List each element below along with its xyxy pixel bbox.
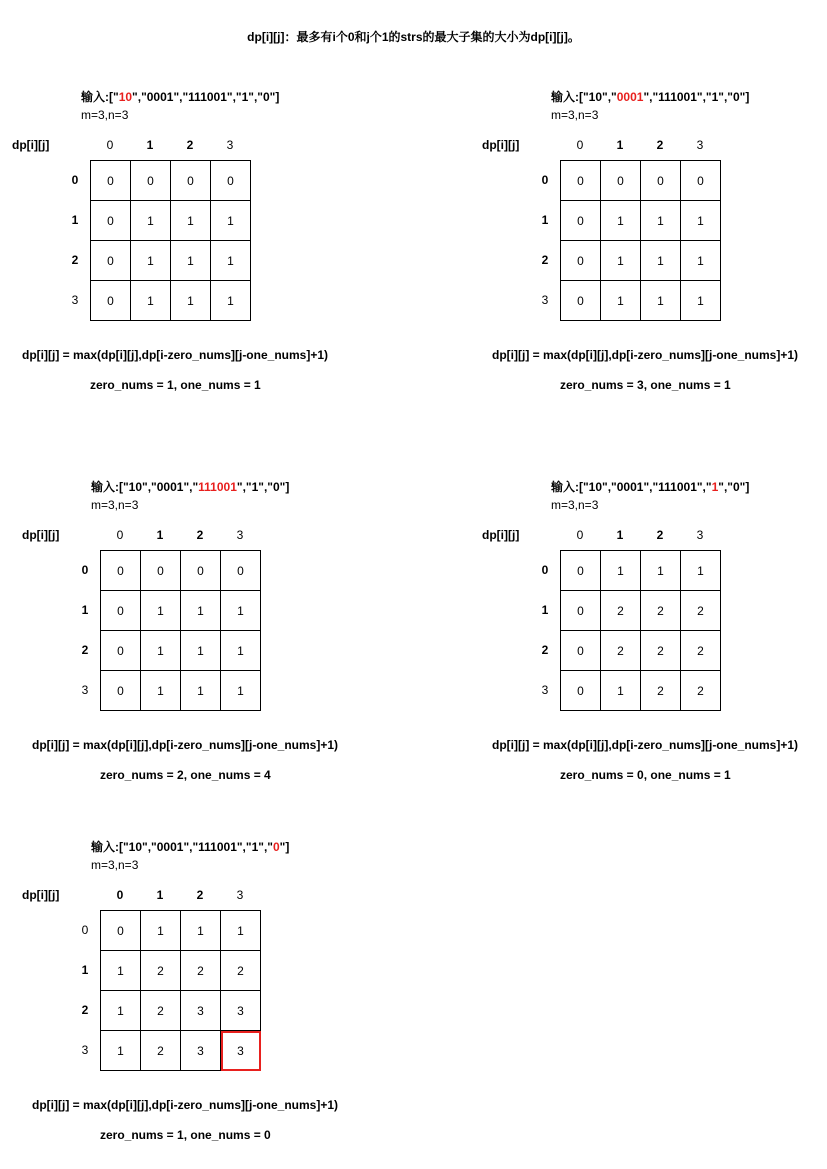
row-header-2: 2 (81, 643, 89, 657)
table-cell: 1 (101, 991, 141, 1031)
table-cell: 0 (641, 161, 681, 201)
table-cell: 0 (141, 551, 181, 591)
table-cell: 0 (601, 161, 641, 201)
table-cell: 1 (101, 1031, 141, 1071)
table-cell: 1 (211, 241, 251, 281)
input-suffix: ","111001","1","0"] (643, 90, 750, 104)
col-header-2: 2 (186, 138, 194, 152)
table-cell: 1 (181, 671, 221, 711)
table-cell: 0 (131, 161, 171, 201)
recurrence-formula: dp[i][j] = max(dp[i][j],dp[i-zero_nums][j-one_nums]+1) (32, 1098, 338, 1112)
input-line (91, 478, 289, 495)
row-header-0: 0 (81, 923, 89, 937)
table-cell: 1 (221, 631, 261, 671)
table-cell: 2 (181, 951, 221, 991)
col-header-0: 0 (106, 138, 114, 152)
table-cell: 2 (141, 1031, 181, 1071)
table-cell: 0 (561, 241, 601, 281)
table-cell: 1 (221, 671, 261, 711)
input-prefix: 输入:["10","0001","111001"," (551, 480, 712, 494)
col-header-0: 0 (116, 888, 124, 902)
row-header-2: 2 (71, 253, 79, 267)
col-header-2: 2 (656, 528, 664, 542)
mn-values: m=3,n=3 (81, 108, 129, 122)
recurrence-formula: dp[i][j] = max(dp[i][j],dp[i-zero_nums][j-one_nums]+1) (22, 348, 328, 362)
table-cell: 0 (561, 281, 601, 321)
col-header-3: 3 (236, 888, 244, 902)
col-header-1: 1 (616, 138, 624, 152)
table-cell: 0 (561, 591, 601, 631)
table-cell: 0 (101, 671, 141, 711)
table-cell: 1 (171, 201, 211, 241)
table-cell: 1 (641, 241, 681, 281)
input-line (91, 838, 289, 855)
table-cell: 1 (681, 551, 721, 591)
dp-table (100, 550, 261, 711)
table-cell: 0 (561, 631, 601, 671)
table-cell: 1 (221, 911, 261, 951)
col-header-0: 0 (116, 528, 124, 542)
table-cell: 3 (221, 991, 261, 1031)
row-header-1: 1 (81, 963, 89, 977)
recurrence-formula: dp[i][j] = max(dp[i][j],dp[i-zero_nums][j-one_nums]+1) (492, 348, 798, 362)
table-cell: 2 (141, 991, 181, 1031)
table-cell: 0 (171, 161, 211, 201)
zero-one-counts: zero_nums = 2, one_nums = 4 (100, 768, 271, 782)
zero-one-counts: zero_nums = 1, one_nums = 1 (90, 378, 261, 392)
row-header-3: 3 (81, 1043, 89, 1057)
col-header-1: 1 (156, 888, 164, 902)
row-header-1: 1 (541, 603, 549, 617)
table-cell: 1 (601, 201, 641, 241)
table-cell: 0 (91, 241, 131, 281)
zero-one-counts: zero_nums = 3, one_nums = 1 (560, 378, 731, 392)
table-cell: 1 (141, 591, 181, 631)
dp-label: dp[i][j] (22, 888, 60, 902)
input-suffix: ","0"] (718, 480, 750, 494)
table-cell: 2 (141, 951, 181, 991)
table-cell: 1 (141, 911, 181, 951)
input-line (551, 88, 749, 105)
table-cell: 1 (141, 671, 181, 711)
input-line (551, 478, 749, 495)
dp-table (100, 910, 261, 1071)
highlighted-cell: 3 (221, 1031, 261, 1071)
row-header-0: 0 (541, 173, 549, 187)
recurrence-formula: dp[i][j] = max(dp[i][j],dp[i-zero_nums][j-one_nums]+1) (32, 738, 338, 752)
dp-panel-2 (480, 86, 820, 406)
input-highlight: 0 (272, 840, 280, 854)
input-prefix: 输入:["10","0001","111001","1"," (91, 840, 273, 854)
table-cell: 1 (681, 201, 721, 241)
row-header-1: 1 (71, 213, 79, 227)
dp-label: dp[i][j] (482, 138, 520, 152)
row-header-0: 0 (81, 563, 89, 577)
col-header-3: 3 (696, 138, 704, 152)
table-cell: 0 (101, 551, 141, 591)
col-header-3: 3 (236, 528, 244, 542)
table-cell: 0 (561, 551, 601, 591)
dp-panel-3 (20, 476, 360, 796)
col-header-2: 2 (196, 888, 204, 902)
table-cell: 1 (641, 201, 681, 241)
table-cell: 1 (211, 201, 251, 241)
row-header-3: 3 (541, 683, 549, 697)
row-header-3: 3 (71, 293, 79, 307)
table-cell: 1 (181, 631, 221, 671)
table-cell: 0 (561, 161, 601, 201)
dp-panel-5 (20, 836, 360, 1156)
row-header-1: 1 (541, 213, 549, 227)
table-cell: 0 (91, 281, 131, 321)
zero-one-counts: zero_nums = 1, one_nums = 0 (100, 1128, 271, 1142)
table-cell: 1 (681, 241, 721, 281)
row-header-0: 0 (541, 563, 549, 577)
table-cell: 1 (131, 201, 171, 241)
table-cell: 2 (641, 631, 681, 671)
mn-values: m=3,n=3 (91, 858, 139, 872)
row-header-3: 3 (541, 293, 549, 307)
col-header-2: 2 (196, 528, 204, 542)
table-cell: 2 (641, 591, 681, 631)
mn-values: m=3,n=3 (551, 108, 599, 122)
input-highlight: 10 (118, 90, 133, 104)
col-header-1: 1 (146, 138, 154, 152)
table-cell: 0 (181, 551, 221, 591)
row-header-1: 1 (81, 603, 89, 617)
input-suffix: "] (279, 840, 290, 854)
table-cell: 1 (181, 911, 221, 951)
table-cell: 2 (681, 671, 721, 711)
col-header-3: 3 (696, 528, 704, 542)
col-header-0: 0 (576, 138, 584, 152)
table-cell: 1 (681, 281, 721, 321)
col-header-1: 1 (156, 528, 164, 542)
recurrence-formula: dp[i][j] = max(dp[i][j],dp[i-zero_nums][j-one_nums]+1) (492, 738, 798, 752)
table-cell: 0 (101, 631, 141, 671)
row-header-0: 0 (71, 173, 79, 187)
col-header-1: 1 (616, 528, 624, 542)
input-prefix: 输入:[" (81, 90, 119, 104)
table-cell: 1 (101, 951, 141, 991)
col-header-0: 0 (576, 528, 584, 542)
input-suffix: ","1","0"] (236, 480, 290, 494)
dp-table (560, 160, 721, 321)
mn-values: m=3,n=3 (91, 498, 139, 512)
table-cell: 2 (641, 671, 681, 711)
table-cell: 0 (101, 591, 141, 631)
row-header-2: 2 (81, 1003, 89, 1017)
zero-one-counts: zero_nums = 0, one_nums = 1 (560, 768, 731, 782)
dp-table (90, 160, 251, 321)
table-cell: 1 (131, 281, 171, 321)
table-cell: 1 (181, 591, 221, 631)
table-cell: 1 (601, 671, 641, 711)
table-cell: 1 (171, 281, 211, 321)
table-cell: 0 (211, 161, 251, 201)
dp-label: dp[i][j] (12, 138, 50, 152)
input-prefix: 输入:["10"," (551, 90, 617, 104)
table-cell: 0 (561, 201, 601, 241)
input-highlight: 111001 (198, 480, 237, 494)
row-header-2: 2 (541, 253, 549, 267)
input-prefix: 输入:["10","0001"," (91, 480, 199, 494)
table-cell: 0 (101, 911, 141, 951)
table-cell: 3 (181, 1031, 221, 1071)
row-header-3: 3 (81, 683, 89, 697)
table-cell: 0 (681, 161, 721, 201)
mn-values: m=3,n=3 (551, 498, 599, 512)
table-cell: 0 (91, 201, 131, 241)
col-header-3: 3 (226, 138, 234, 152)
dp-label: dp[i][j] (22, 528, 60, 542)
dp-panel-4 (480, 476, 820, 796)
diagram-title: dp[i][j]：最多有i个0和j个1的strs的最大子集的大小为dp[i][j]。 (247, 30, 580, 44)
dp-label: dp[i][j] (482, 528, 520, 542)
table-cell: 1 (221, 591, 261, 631)
table-cell: 0 (91, 161, 131, 201)
table-cell: 1 (641, 551, 681, 591)
table-cell: 1 (601, 241, 641, 281)
input-highlight: 0001 (616, 90, 644, 104)
input-highlight: 1 (711, 480, 719, 494)
table-cell: 1 (141, 631, 181, 671)
table-cell: 2 (601, 591, 641, 631)
dp-panel-1 (10, 86, 350, 406)
table-cell: 0 (561, 671, 601, 711)
table-cell: 1 (601, 281, 641, 321)
table-cell: 2 (681, 631, 721, 671)
table-cell: 1 (211, 281, 251, 321)
row-header-2: 2 (541, 643, 549, 657)
table-cell: 2 (601, 631, 641, 671)
table-cell: 3 (181, 991, 221, 1031)
table-cell: 1 (641, 281, 681, 321)
table-cell: 2 (681, 591, 721, 631)
table-cell: 0 (221, 551, 261, 591)
dp-table (560, 550, 721, 711)
table-cell: 1 (171, 241, 211, 281)
table-cell: 2 (221, 951, 261, 991)
table-cell: 1 (131, 241, 171, 281)
input-line (81, 88, 279, 105)
table-cell: 1 (601, 551, 641, 591)
col-header-2: 2 (656, 138, 664, 152)
input-suffix: ","0001","111001","1","0"] (132, 90, 280, 104)
